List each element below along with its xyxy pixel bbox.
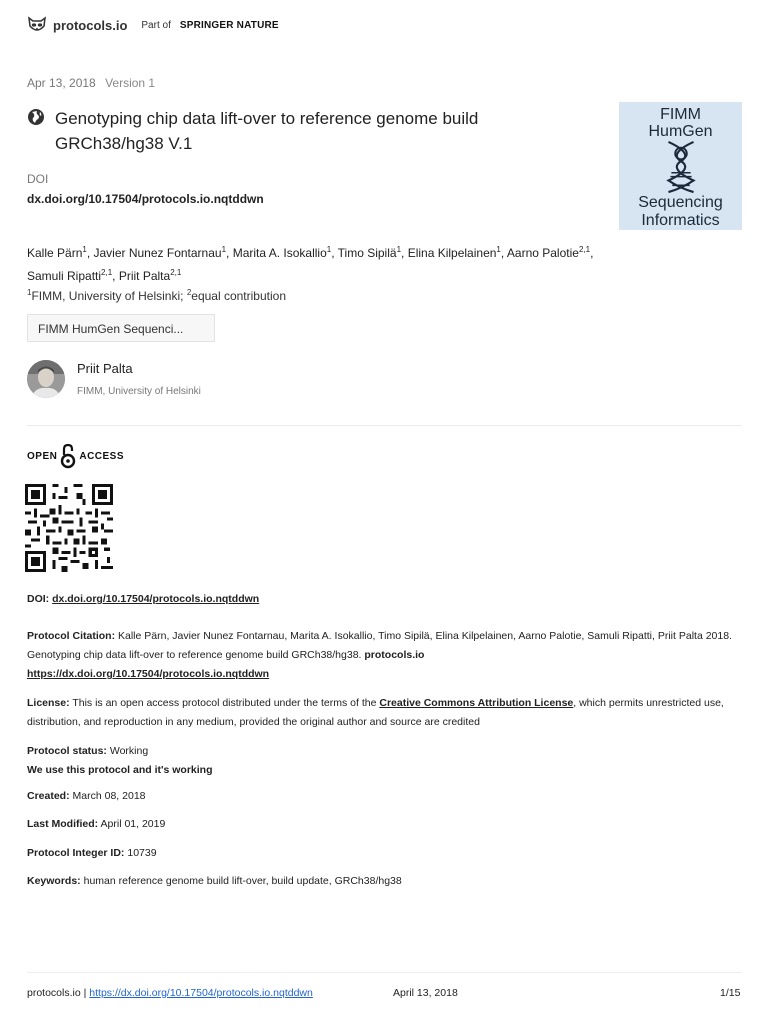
open-access-lock-icon xyxy=(60,443,76,469)
footer-divider xyxy=(27,972,742,973)
footer-link[interactable]: https://dx.doi.org/10.17504/protocols.io.nqtddwn xyxy=(89,987,313,999)
protocol-citation: Protocol Citation: Kalle Pärn, Javier Nunez Fontarnau, Marita A. Isokallio, Timo Sipilä, Elina Kilpelainen, Aarno Palotie, Samuli Ripatti, Priit Palta 2018. Genotyping chip data lift-over to reference genome build GRCh38/hg38. protocols.io https://dx.doi.org/10.17504/protocols.io.nqtddwn xyxy=(27,630,732,680)
dna-helix-icon xyxy=(656,140,706,194)
logo-line-3: Sequencing xyxy=(638,194,723,211)
publication-date-line xyxy=(27,76,155,90)
footer-date: April 13, 2018 xyxy=(393,987,458,999)
doi-link[interactable]: dx.doi.org/10.17504/protocols.io.nqtddwn xyxy=(52,593,260,605)
author-name[interactable]: Priit Palta$^{2,1}$ xyxy=(118,268,182,283)
author-name[interactable]: Marita A. Isokallio$^1$ xyxy=(232,245,332,260)
title-block xyxy=(27,106,567,156)
logo-line-2: HumGen xyxy=(648,123,713,140)
protocol-id: Protocol Integer ID: 10739 xyxy=(27,847,157,859)
author-list: Kalle Pärn$^1$, Javier Nunez Fontarnau$^1$, Marita A. Isokallio$^1$, Timo Sipilä$^1$, Elina Kilpelainen$^1$, Aarno Palotie$^{2,1}$, Samuli Ripatti$^{2,1}$, Priit Palta$^{2,1}$ xyxy=(27,245,594,283)
publication-date: Apr 13, 2018 xyxy=(27,76,96,90)
doi-value[interactable]: dx.doi.org/10.17504/protocols.io.nqtddwn xyxy=(27,192,264,206)
raccoon-logo-icon xyxy=(27,16,47,34)
group-button[interactable]: FIMM HumGen Sequenci... xyxy=(27,314,215,342)
group-logo xyxy=(619,102,742,230)
author-name[interactable]: Elina Kilpelainen$^1$ xyxy=(407,245,501,260)
logo-line-4: Informatics xyxy=(641,212,720,229)
contact-author-institution: FIMM, University of Helsinki xyxy=(77,386,201,397)
open-access-badge: OPEN ACCESS xyxy=(27,443,124,469)
doi-row: DOI: dx.doi.org/10.17504/protocols.io.nqtddwn xyxy=(27,593,260,605)
doi-label: DOI xyxy=(27,172,49,186)
keywords: Keywords: human reference genome build lift-over, build update, GRCh38/hg38 xyxy=(27,875,402,887)
author-name[interactable]: Timo Sipilä$^1$ xyxy=(337,245,402,260)
divider xyxy=(27,425,742,426)
last-modified-date: Last Modified: April 01, 2019 xyxy=(27,818,166,830)
globe-icon xyxy=(27,108,45,126)
contact-author-name[interactable]: Priit Palta xyxy=(77,361,133,376)
created-date: Created: March 08, 2018 xyxy=(27,790,146,802)
footer-left: protocols.io | https://dx.doi.org/10.17504/protocols.io.nqtddwn xyxy=(27,987,313,999)
avatar[interactable] xyxy=(27,360,65,398)
footer-site: protocols.io xyxy=(27,987,81,999)
qr-code xyxy=(25,484,113,572)
affiliations: $^1$FIMM, University of Helsinki; $^2$equal contribution xyxy=(27,288,286,303)
protocol-status: Protocol status: Working We use this protocol and it's working xyxy=(27,745,213,776)
site-header xyxy=(27,16,279,34)
part-of-label: Part of xyxy=(141,19,171,31)
author-name[interactable]: Aarno Palotie$^{2,1}$ xyxy=(506,245,591,260)
license: License: This is an open access protocol distributed under the terms of the Creative Commons Attribution License, which permits unrestricted use, distribution, and reproduction in any medium, provided the original author and source are credited xyxy=(27,697,724,728)
author-name[interactable]: Kalle Pärn$^1$ xyxy=(27,245,87,260)
version-label: Version 1 xyxy=(105,76,156,90)
author-name[interactable]: Javier Nunez Fontarnau$^1$ xyxy=(93,245,227,260)
publisher-logo: SPRINGER NATURE xyxy=(179,19,279,31)
logo-line-1: FIMM xyxy=(660,106,701,123)
citation-link[interactable]: https://dx.doi.org/10.17504/protocols.io.nqtddwn xyxy=(27,668,270,680)
page-title: Genotyping chip data lift-over to reference genome build GRCh38/hg38 V.1 xyxy=(55,109,479,153)
page-number: 1/15 xyxy=(720,987,741,999)
author-name[interactable]: Samuli Ripatti$^{2,1}$ xyxy=(27,268,113,283)
brand-name[interactable]: protocols.io xyxy=(53,17,128,33)
license-link[interactable]: Creative Commons Attribution License xyxy=(379,697,574,709)
